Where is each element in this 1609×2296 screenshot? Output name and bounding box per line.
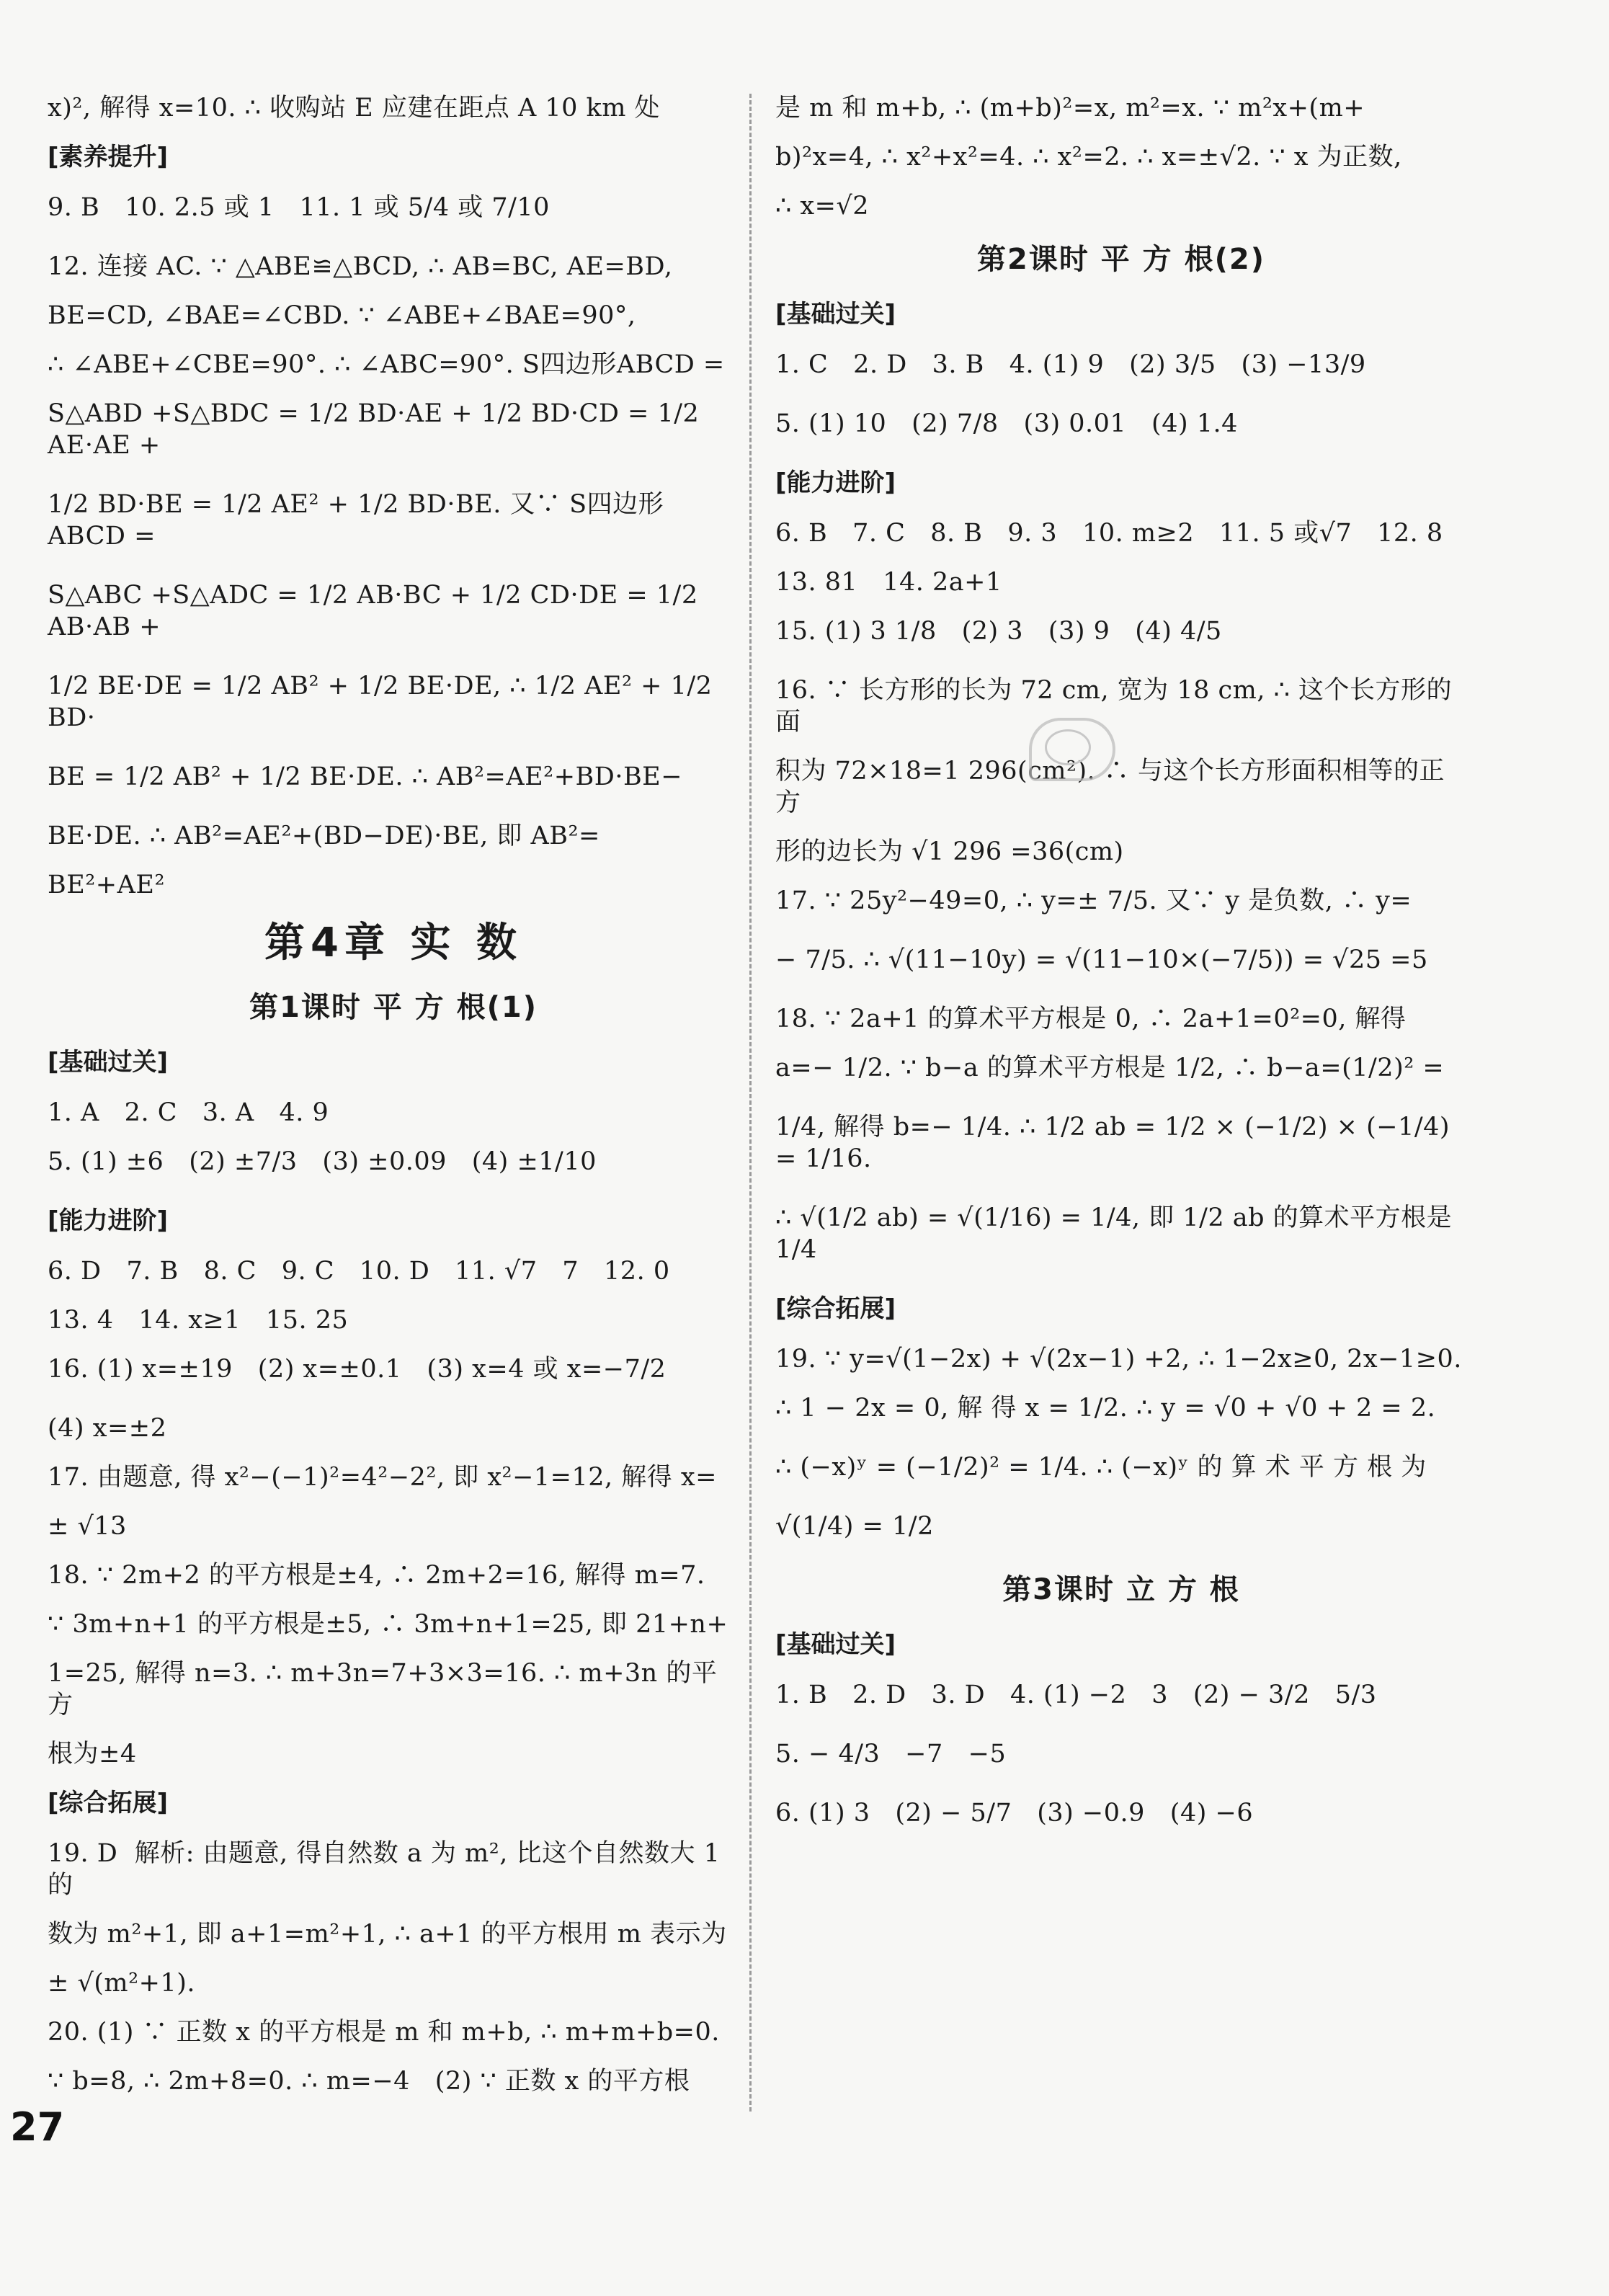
right-column-line-10: 15. (1) 3 1/8 (2) 3 (3) 9 (4) 4/5	[775, 617, 1222, 646]
left-column-line-20: 13. 4 14. x≥1 15. 25	[48, 1306, 349, 1335]
left-column-line-16: 1. A 2. C 3. A 4. 9	[48, 1098, 329, 1127]
left-column-line-34: ∵ b=8, ∴ 2m+8=0. ∴ m=−4 (2) ∵ 正数 x 的平方根	[48, 2067, 690, 2096]
right-column-section-7: [能力进阶]	[775, 468, 896, 497]
right-column-line-8: 6. B 7. C 8. B 9. 3 10. m≥2 11. 5 或√7 12. 8	[775, 519, 1443, 548]
left-column-line-7: 1/2 BD·BE = 1/2 AE² + 1/2 BD·BE. 又∵ S四边形ABCD =	[48, 490, 664, 551]
left-column-line-24: ± √13	[48, 1512, 127, 1541]
left-column-line-2: 9. B 10. 2.5 或 1 11. 1 或 5/4 或 7/10	[48, 193, 550, 222]
right-column-line-13: 形的边长为 √1 296 =36(cm)	[775, 837, 1124, 866]
right-column-line-12: 积为 72×18=1 296(cm²). ∴ 与这个长方形面积相等的正方	[775, 757, 1445, 817]
right-column-section-26: [基础过关]	[775, 1630, 896, 1659]
left-column-section-15: [基础过关]	[48, 1048, 169, 1077]
right-column-line-5: 1. C 2. D 3. B 4. (1) 9 (2) 3/5 (3) −13/9	[775, 350, 1366, 379]
right-column-line-18: 1/4, 解得 b=− 1/4. ∴ 1/2 ab = 1/2 × (−1/2) × (−1/4) = 1/16.	[775, 1113, 1458, 1173]
right-column-line-1: b)²x=4, ∴ x²+x²=4. ∴ x²=2. ∴ x=±√2. ∵ x 为正数,	[775, 143, 1402, 172]
left-column-line-27: 1=25, 解得 n=3. ∴ m+3n=7+3×3=16. ∴ m+3n 的平方	[48, 1659, 718, 1719]
stamp-inner-icon	[1045, 729, 1091, 765]
right-column-line-24: √(1/4) = 1/2	[775, 1512, 934, 1541]
right-column-line-0: 是 m 和 m+b, ∴ (m+b)²=x, m²=x. ∵ m²x+(m+	[775, 94, 1365, 123]
right-column-line-6: 5. (1) 10 (2) 7/8 (3) 0.01 (4) 1.4	[775, 409, 1238, 438]
left-column-line-25: 18. ∵ 2m+2 的平方根是±4, ∴ 2m+2=16, 解得 m=7.	[48, 1561, 705, 1590]
left-column-line-21: 16. (1) x=±19 (2) x=±0.1 (3) x=4 或 x=−7/2	[48, 1355, 667, 1384]
right-column-line-16: 18. ∵ 2a+1 的算术平方根是 0, ∴ 2a+1=0²=0, 解得	[775, 1005, 1407, 1033]
right-column-line-29: 6. (1) 3 (2) − 5/7 (3) −0.9 (4) −6	[775, 1799, 1254, 1828]
column-divider	[749, 94, 752, 2112]
right-column-line-23: ∴ (−x)ʸ = (−1/2)² = 1/4. ∴ (−x)ʸ 的 算 术 平 方 根 为	[775, 1453, 1427, 1482]
right-column-line-19: ∴ √(1/2 ab) = √(1/16) = 1/4, 即 1/2 ab 的算术平方根是 1/4	[775, 1203, 1461, 1264]
page-number: 27	[10, 2104, 65, 2150]
right-column-line-11: 16. ∵ 长方形的长为 72 cm, 宽为 18 cm, ∴ 这个长方形的面	[775, 676, 1452, 737]
right-column-lesson-3: 第2课时 平 方 根(2)	[976, 243, 1265, 276]
left-column-line-28: 根为±4	[48, 1740, 137, 1768]
left-column-line-3: 12. 连接 AC. ∵ △ABE≌△BCD, ∴ AB=BC, AE=BD,	[48, 252, 673, 281]
left-column-line-0: x)², 解得 x=10. ∴ 收购站 E 应建在距点 A 10 km 处	[48, 94, 661, 123]
left-column	[48, 92, 739, 2114]
right-column	[775, 92, 1467, 1856]
right-column-line-21: 19. ∵ y=√(1−2x) + √(2x−1) +2, ∴ 1−2x≥0, 2x−1≥0.	[775, 1345, 1462, 1374]
right-column-section-4: [基础过关]	[775, 300, 896, 329]
left-column-line-11: BE·DE. ∴ AB²=AE²+(BD−DE)·BE, 即 AB²=	[48, 822, 600, 850]
left-column-line-31: 数为 m²+1, 即 a+1=m²+1, ∴ a+1 的平方根用 m 表示为	[48, 1920, 727, 1949]
left-column-line-10: BE = 1/2 AB² + 1/2 BE·DE. ∴ AB²=AE²+BD·BE−	[48, 762, 683, 791]
left-column-line-26: ∵ 3m+n+1 的平方根是±5, ∴ 3m+n+1=25, 即 21+n+	[48, 1610, 728, 1639]
left-column-line-17: 5. (1) ±6 (2) ±7/3 (3) ±0.09 (4) ±1/10	[48, 1147, 597, 1176]
left-column-line-4: BE=CD, ∠BAE=∠CBD. ∵ ∠ABE+∠BAE=90°,	[48, 301, 636, 330]
right-column-line-27: 1. B 2. D 3. D 4. (1) −2 3 (2) − 3/2 5/3	[775, 1681, 1377, 1709]
left-column-chapter-13: 第4章 实 数	[264, 920, 522, 966]
left-column-line-23: 17. 由题意, 得 x²−(−1)²=4²−2², 即 x²−1=12, 解得 x=	[48, 1463, 717, 1492]
left-column-line-6: S△ABD +S△BDC = 1/2 BD·AE + 1/2 BD·CD = 1/2 AE·AE +	[48, 399, 708, 460]
left-column-section-1: [素养提升]	[48, 143, 169, 172]
left-column-line-32: ± √(m²+1).	[48, 1969, 196, 1998]
left-column-line-33: 20. (1) ∵ 正数 x 的平方根是 m 和 m+b, ∴ m+m+b=0.	[48, 2018, 720, 2047]
left-column-line-8: S△ABC +S△ADC = 1/2 AB·BC + 1/2 CD·DE = 1/2 AB·AB +	[48, 581, 707, 641]
left-column-line-22: (4) x=±2	[48, 1414, 167, 1443]
right-column-line-14: 17. ∵ 25y²−49=0, ∴ y=± 7/5. 又∵ y 是负数, ∴ y=	[775, 886, 1412, 915]
left-column-section-29: [综合拓展]	[48, 1789, 169, 1817]
right-column-line-2: ∴ x=√2	[775, 192, 870, 221]
left-column-line-5: ∴ ∠ABE+∠CBE=90°. ∴ ∠ABC=90°. S四边形ABCD =	[48, 350, 725, 379]
left-column-line-30: 19. D 解析: 由题意, 得自然数 a 为 m², 比这个自然数大 1 的	[48, 1839, 729, 1900]
right-column-line-9: 13. 81 14. 2a+1	[775, 568, 1002, 597]
left-column-section-18: [能力进阶]	[48, 1206, 169, 1235]
left-column-line-19: 6. D 7. B 8. C 9. C 10. D 11. √7 7 12. 0	[48, 1257, 670, 1286]
right-column-line-22: ∴ 1 − 2x = 0, 解 得 x = 1/2. ∴ y = √0 + √0 + 2 = 2.	[775, 1394, 1436, 1423]
right-column-section-20: [综合拓展]	[775, 1294, 896, 1323]
right-column-line-17: a=− 1/2. ∵ b−a 的算术平方根是 1/2, ∴ b−a=(1/2)² =	[775, 1054, 1445, 1082]
right-column-line-15: − 7/5. ∴ √(11−10y) = √(11−10×(−7/5)) = √25 =5	[775, 945, 1428, 974]
right-column-lesson-25: 第3课时 立 方 根	[1002, 1573, 1240, 1606]
left-column-line-9: 1/2 BE·DE = 1/2 AB² + 1/2 BE·DE, ∴ 1/2 AE² + 1/2 BD·	[48, 672, 721, 732]
left-column-lesson-14: 第1课时 平 方 根(1)	[249, 991, 538, 1024]
left-column-line-12: BE²+AE²	[48, 871, 165, 899]
right-column-line-28: 5. − 4/3 −7 −5	[775, 1740, 1007, 1768]
